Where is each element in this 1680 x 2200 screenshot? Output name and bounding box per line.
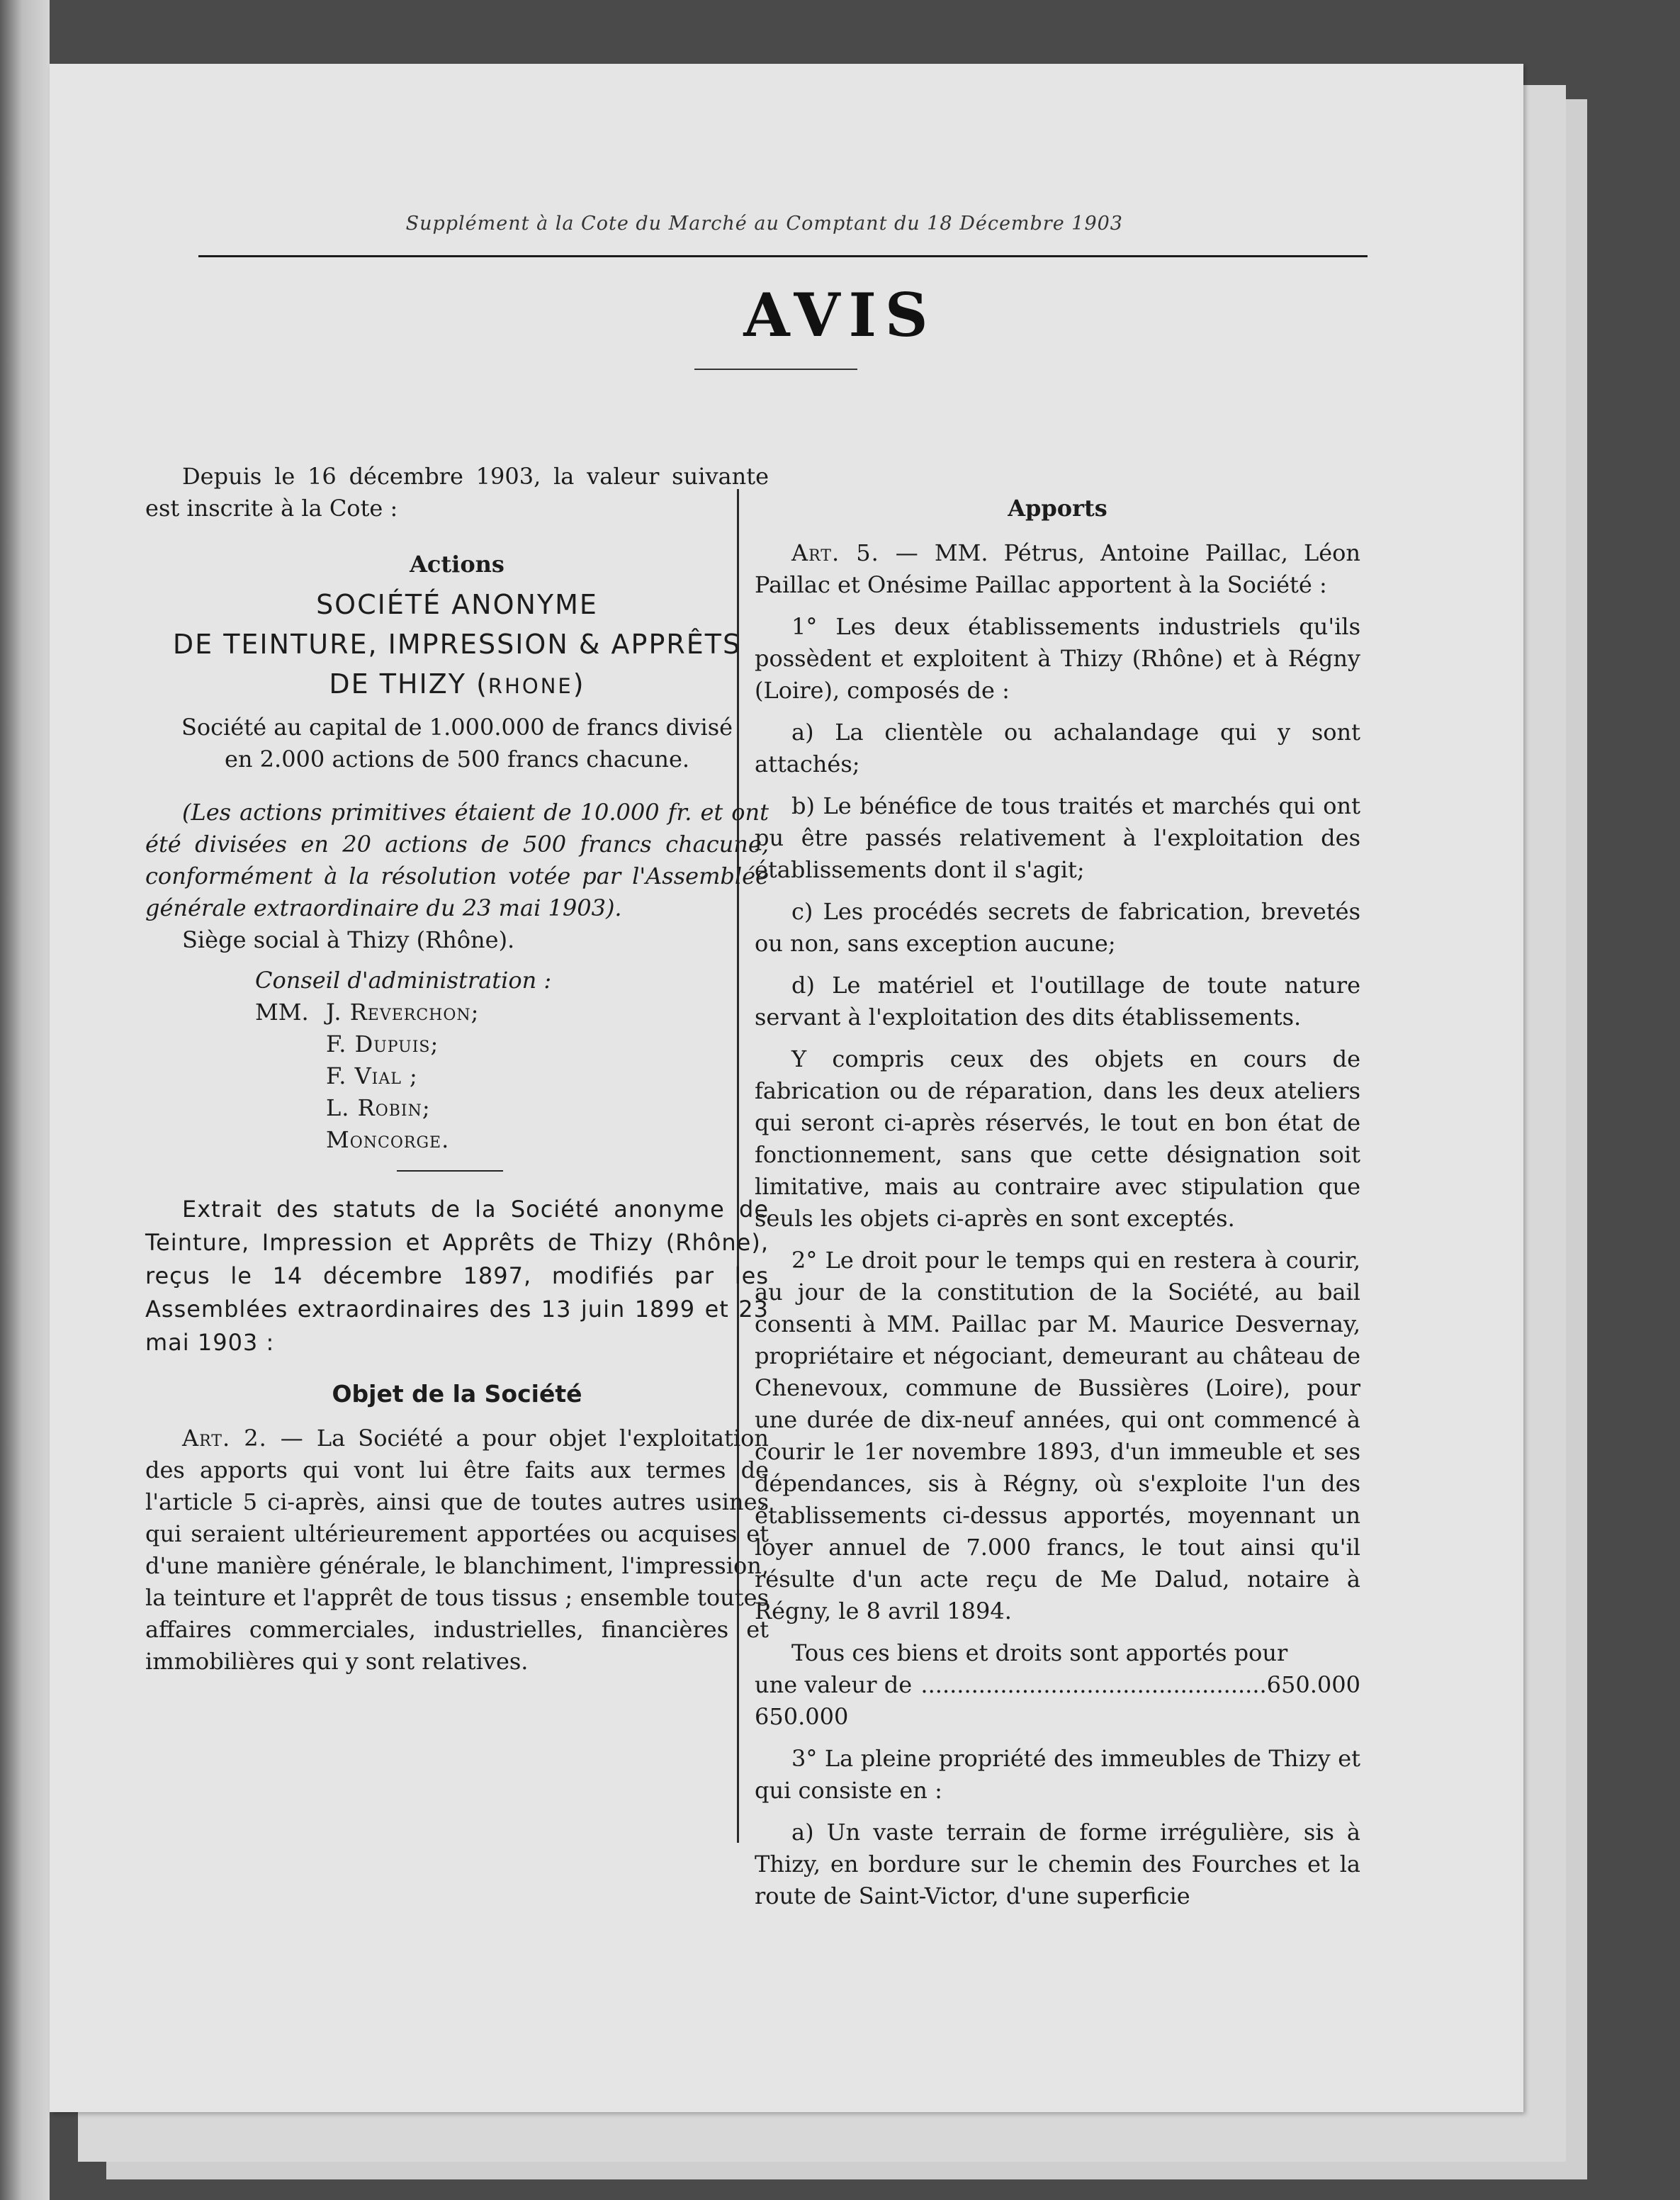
- company-line-3-region: RHONE: [487, 674, 573, 698]
- board-list: [255, 997, 769, 1156]
- note-paragraph: (Les actions primitives étaient de 10.000 fr. et ont été divisées en 20 actions de 500 francs chacune, conformément à la résolution votée par l'Assemblée générale extraordinaire du 23 mai 1903).: [145, 799, 769, 921]
- capital-paragraph: Société au capital de 1.000.000 de francs divisé en 2.000 actions de 500 francs chacune.: [181, 714, 733, 773]
- article-2-text: La Société a pour objet l'exploitation des apports qui vont lui être faits aux termes de l'article 5 ci-après, ainsi que de toutes autres usines qui seraient ultérieurement apportées ou acquises et d'une manière générale, le blanchiment, l'impression, la teinture et l'apprêt de tous tissus ; ensemble toutes affaires commerciales, industrielles, financières et immobilières qui y sont relatives.: [145, 1425, 769, 1675]
- article-5-text: MM. Pétrus, Antoine Paillac, Léon Paillac et Onésime Paillac apportent à la Société :: [755, 539, 1361, 598]
- board-title: Conseil d'administration :: [255, 967, 552, 994]
- company-line-2: DE TEINTURE, IMPRESSION & APPRÊTS: [172, 629, 742, 660]
- board-member: L. Robin;: [326, 1094, 431, 1121]
- item-c: c) Les procédés secrets de fabrication, brevetés ou non, sans exception aucune;: [755, 898, 1360, 957]
- board-member: J. Reverchon;: [326, 999, 480, 1026]
- company-line-3: [145, 664, 769, 706]
- company-line-1: SOCIÉTÉ ANONYME: [316, 589, 598, 620]
- board-member: F. Vial ;: [326, 1062, 418, 1089]
- board-member: Moncorge.: [326, 1126, 450, 1153]
- total-amount: 650.000: [1266, 1671, 1360, 1698]
- item-2: 2° Le droit pour le temps qui en restera à courir, au jour de la constitution de la Société, au bail consenti à MM. Paillac par M. Maurice Desvernay, propriétaire et négociant, demeurant au château de Chenevoux, commune de Bussières (Loire), pour une durée de dix-neuf années, qui ont commencé à courir le 1er novembre 1893, d'un immeuble et ses dépendances, sis à Régny, où s'exploite l'un des établissements ci-dessus apportés, moyennant un loyer annuel de 7.000 francs, le tout ainsi qu'il résulte d'un acte reçu de Me Dalud, notaire à Régny, le 8 avril 1894.: [755, 1247, 1360, 1624]
- article-5: [755, 537, 1360, 601]
- header-rule: [198, 255, 1368, 257]
- item-3: 3° La pleine propriété des immeubles de Thizy et qui consiste en :: [755, 1745, 1360, 1804]
- extract-paragraph: Extrait des statuts de la Société anonyme de Teinture, Impression et Apprêts de Thizy (Rhône), reçus le 14 décembre 1897, modifiés par les Assemblées extraordinaires des 13 juin 1899 et 23 mai 1903 :: [145, 1196, 769, 1356]
- item-3a: a) Un vaste terrain de forme irrégulière, sis à Thizy, en bordure sur le chemin des Fourches et la route de Saint-Victor, d'une superficie: [755, 1819, 1360, 1909]
- board-member: F. Dupuis;: [326, 1031, 439, 1057]
- company-line-3-suffix: ): [573, 668, 585, 700]
- item-a: a) La clientèle ou achalandage qui y sont attachés;: [755, 719, 1360, 778]
- section-heading: Actions: [410, 551, 504, 578]
- item-b: b) Le bénéfice de tous traités et marchés qui ont pu être passés relativement à l'exploitation des établissements dont il s'agit;: [755, 792, 1360, 883]
- total-label: une valeur de 650.000: [755, 1671, 913, 1730]
- total-line-1: Tous ces biens et droits sont apportés pour: [791, 1639, 1288, 1666]
- item-d: d) Le matériel et l'outillage de toute nature servant à l'exploitation des dits établissements.: [755, 972, 1360, 1031]
- page-header: [198, 213, 1368, 255]
- page-title: AVIS: [743, 280, 937, 350]
- total-leader-dots: ................................................: [920, 1671, 1267, 1698]
- board-prefix: MM.: [255, 999, 309, 1026]
- object-heading: Objet de la Société: [332, 1380, 582, 1408]
- right-column: [755, 461, 1360, 1912]
- total-line-2: [755, 1669, 1360, 1733]
- title-rule: [694, 369, 857, 370]
- article-5-label: Art. 5. —: [791, 539, 919, 566]
- seat-paragraph: Siège social à Thizy (Rhône).: [182, 926, 515, 953]
- header-text: Supplément à la Cote du Marché au Comptant du 18 Décembre 1903: [405, 213, 1123, 235]
- apports-heading: Apports: [1008, 495, 1107, 522]
- left-column: [145, 461, 769, 1678]
- item-y: Y compris ceux des objets en cours de fabrication ou de réparation, dans les deux ateliers qui seront ci-après réservés, le tout en bon état de fonctionnement, sans que cette désignation soit limitative, mais au contraire avec stipulation que seuls les objets ci-après en sont exceptés.: [755, 1045, 1360, 1232]
- item-1: 1° Les deux établissements industriels qu'ils possèdent et exploitent à Thizy (Rhône) et à Régny (Loire), composés de :: [755, 613, 1360, 704]
- intro-paragraph: Depuis le 16 décembre 1903, la valeur suivante est inscrite à la Cote :: [145, 463, 769, 522]
- company-name: [145, 585, 769, 706]
- separator-rule: [397, 1170, 503, 1172]
- company-line-3-prefix: DE THIZY (: [329, 668, 488, 700]
- article-2-label: Art. 2. —: [182, 1425, 304, 1452]
- article-2: [145, 1422, 769, 1678]
